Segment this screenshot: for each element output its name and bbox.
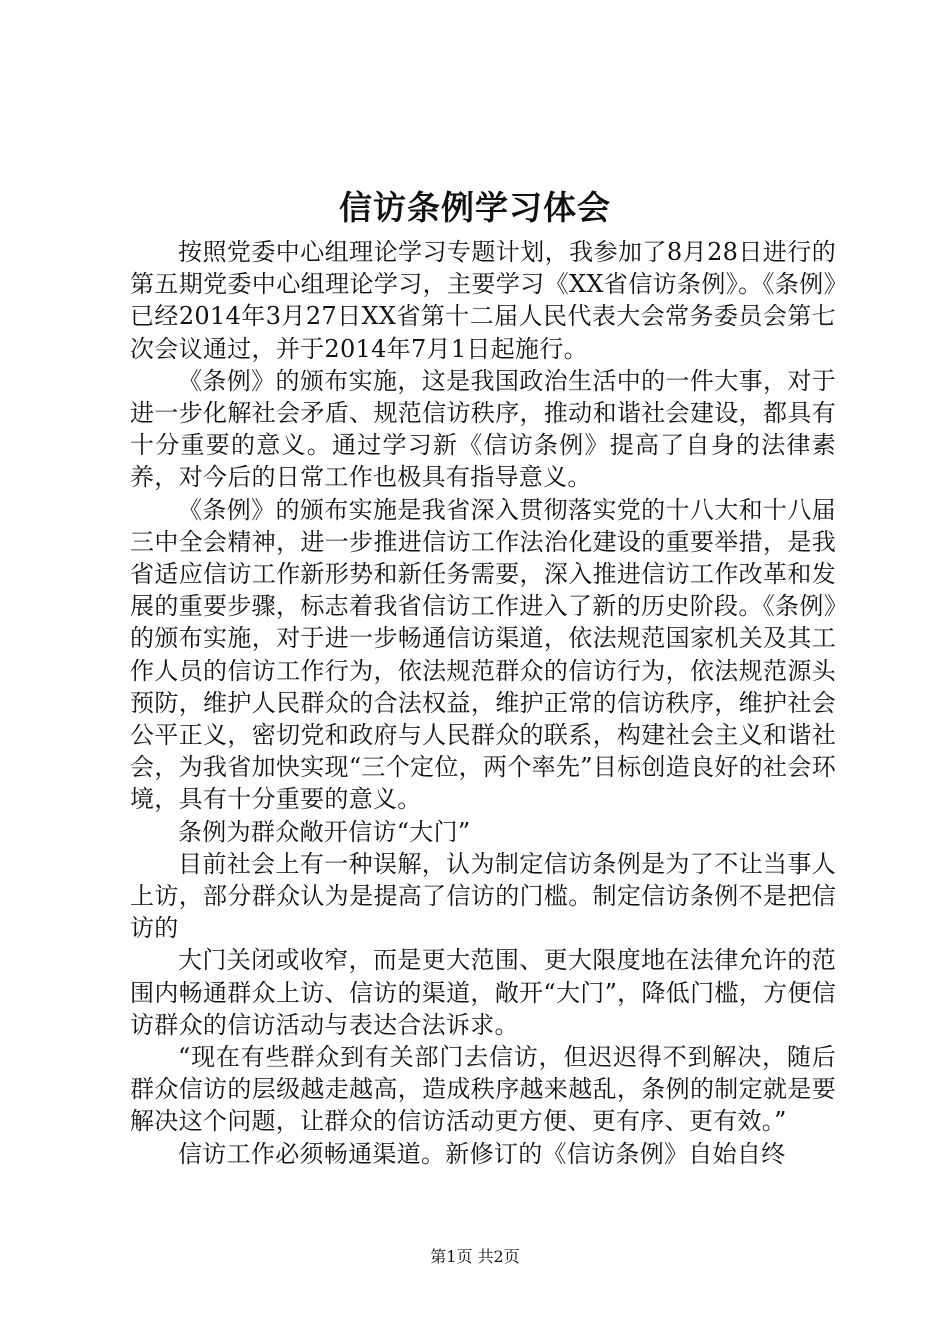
page-number-footer: 第1页 共2页 xyxy=(430,1247,520,1266)
paragraph-4: 目前社会上有一种误解，认为制定信访条例是为了不让当事人上访，部分群众认为是提高了信访的门槛。制定信访条例不是把信访的 xyxy=(130,849,836,943)
section-heading: 条例为群众敞开信访“大门” xyxy=(178,817,471,846)
paragraph-6: “现在有些群众到有关部门去信访，但迟迟得不到解决，随后群众信访的层级越走越高，造成秩序越来越乱，条例的制定就是要解决这个问题，让群众的信访活动更方便、更有序、更有效。” xyxy=(130,1043,836,1136)
document-title: 信访条例学习体会 xyxy=(339,188,611,227)
paragraph-7: 信访工作必须畅通渠道。新修订的《信访条例》自始自终 xyxy=(178,1139,786,1168)
paragraph-1: 按照党委中心组理论学习专题计划，我参加了8月28日进行的第五期党委中心组理论学习，主要学习《XX省信访条例》。《条例》已经2014年3月27日XX省第十二届人民代表大会常务委员会第七次会议通过，并于2014年7月1日起施行。 xyxy=(130,238,836,363)
document-body xyxy=(130,236,836,1170)
paragraph-5: 大门关闭或收窄，而是更大范围、更大限度地在法律允许的范围内畅通群众上访、信访的渠道，敞开“大门”，降低门槛，方便信访群众的信访活动与表达合法诉求。 xyxy=(130,946,836,1039)
paragraph-3: 《条例》的颁布实施是我省深入贯彻落实党的十八大和十八届三中全会精神，进一步推进信访工作法治化建设的重要举措，是我省适应信访工作新形势和新任务需要，深入推进信访工作改革和发展的重要步骤，标志着我省信访工作进入了新的历史阶段。《条例》的颁布实施，对于进一步畅通信访渠道，依法规范国家机关及其工作人员的信访工作行为，依法规范群众的信访行为，依法规范源头预防，维护人民群众的合法权益，维护正常的信访秩序，维护社会公平正义，密切党和政府与人民群众的联系，构建社会主义和谐社会，为我省加快实现“三个定位，两个率先”目标创造良好的社会环境，具有十分重要的意义。 xyxy=(130,495,836,814)
paragraph-2: 《条例》的颁布实施，这是我国政治生活中的一件大事，对于进一步化解社会矛盾、规范信访秩序，推动和谐社会建设，都具有十分重要的意义。通过学习新《信访条例》提高了自身的法律素养，对今后的日常工作也极具有指导意义。 xyxy=(130,366,836,492)
